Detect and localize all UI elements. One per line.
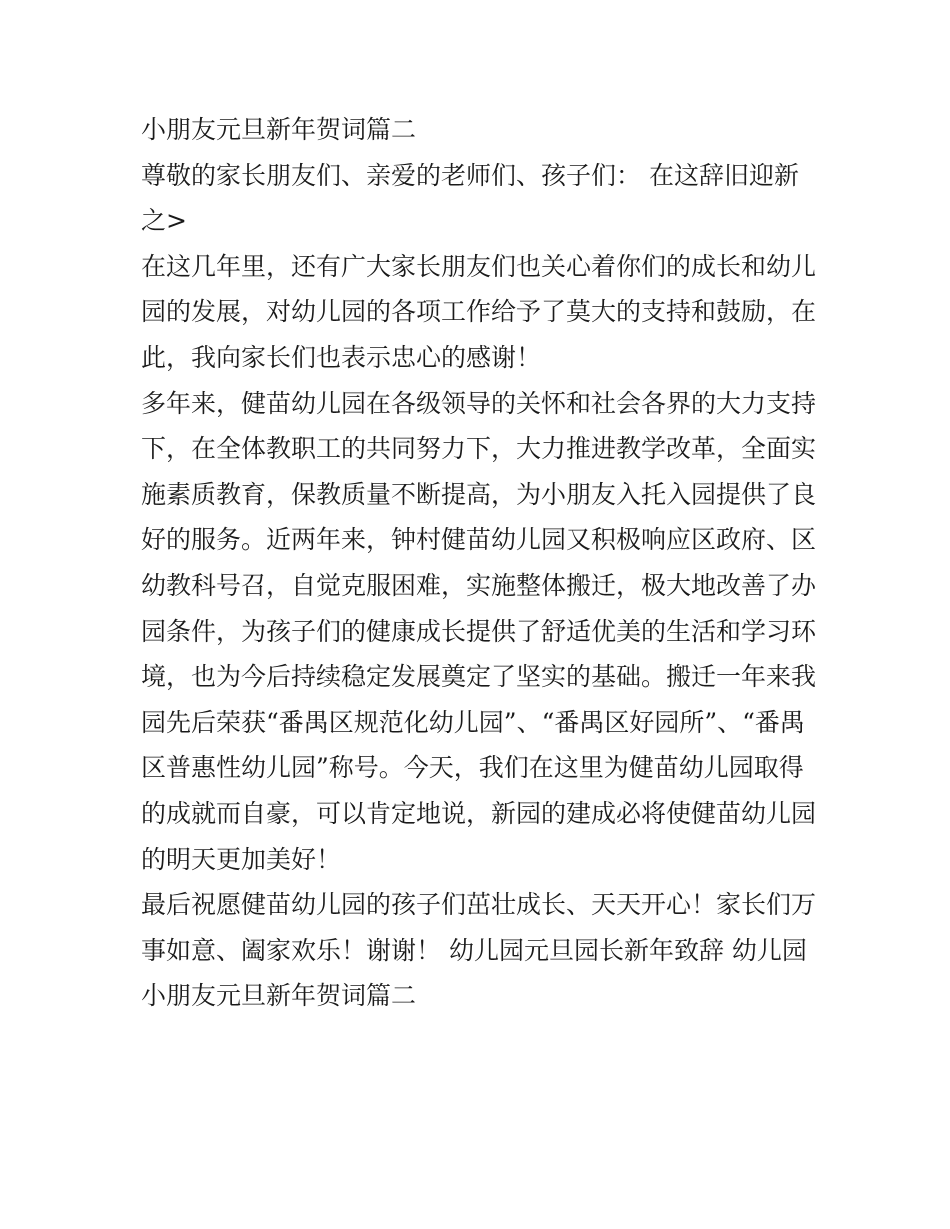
text-line: 多年来，健苗幼儿园在各级领导的关怀和社会各界的大力支持 — [141, 388, 817, 418]
text-line: 的明天更加美好！ — [141, 844, 342, 874]
text-line: 园先后荣获“番禺区规范化幼儿园”、“番禺区好园所”、“番禺 — [141, 707, 805, 737]
text-line: 最后祝愿健苗幼儿园的孩子们茁壮成长、天天开心！家长们万 — [141, 890, 817, 920]
text-line: 幼教科号召，自觉克服困难，实施整体搬迁，极大地改善了办 — [141, 570, 817, 600]
text-line: 施素质教育，保教质量不断提高，为小朋友入托入园提供了良 — [141, 479, 817, 509]
text-line: 小朋友元旦新年贺词篇二 — [141, 981, 417, 1011]
text-line: 的成就而自豪，可以肯定地说，新园的建成必将使健苗幼儿园 — [141, 798, 817, 828]
text-line: 之> — [141, 206, 187, 236]
text-line: 区普惠性幼儿园”称号。今天，我们在这里为健苗幼儿园取得 — [141, 753, 804, 783]
text-line: 下，在全体教职工的共同努力下，大力推进教学改革，全面实 — [141, 434, 817, 464]
text-line: 园的发展，对幼儿园的各项工作给予了莫大的支持和鼓励，在 — [141, 297, 817, 327]
document-body — [141, 107, 821, 1019]
text-line: 在这几年里，还有广大家长朋友们也关心着你们的成长和幼儿 — [141, 251, 817, 281]
text-line: 事如意、阖家欢乐！谢谢！ 幼儿园元旦园长新年致辞 幼儿园 — [141, 935, 807, 965]
text-line: 好的服务。近两年来，钟村健苗幼儿园又积极响应区政府、区 — [141, 525, 817, 555]
text-line: 此，我向家长们也表示忠心的感谢！ — [141, 342, 542, 372]
text-line: 境，也为今后持续稳定发展奠定了坚实的基础。搬迁一年来我 — [141, 662, 817, 692]
document-title: 小朋友元旦新年贺词篇二 — [141, 115, 417, 144]
text-line: 园条件，为孩子们的健康成长提供了舒适优美的生活和学习环 — [141, 616, 817, 646]
text-line: 尊敬的家长朋友们、亲爱的老师们、孩子们： 在这辞旧迎新 — [141, 160, 799, 190]
